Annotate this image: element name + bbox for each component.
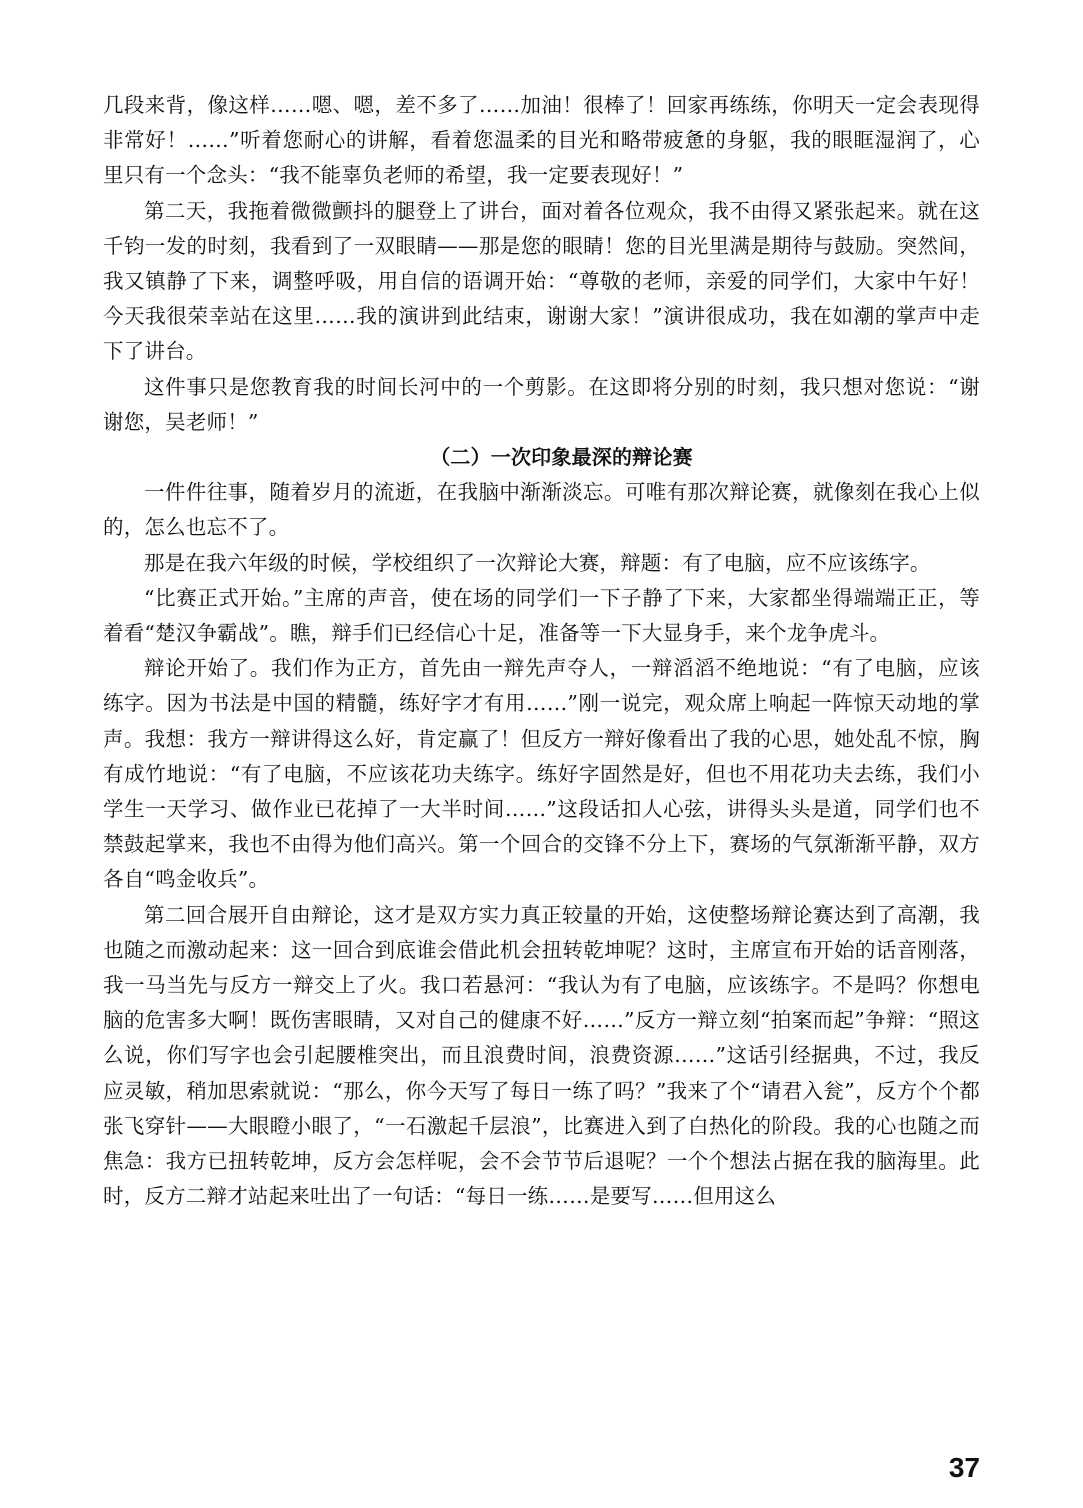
page-number: 37 xyxy=(948,1452,980,1483)
section-heading: （二）一次印象最深的辩论赛 xyxy=(430,445,693,470)
paragraph: “比赛正式开始。”主席的声音，使在场的同学们一下子静了下来，大家都坐得端端正正，等着看“楚汉争霸战”。瞧，辩手们已经信心十足，准备等一下大显身手，来个龙争虎斗。 xyxy=(103,585,980,646)
paragraph: 这件事只是您教育我的时间长河中的一个剪影。在这即将分别的时刻，我只想对您说：“谢谢您，吴老师！” xyxy=(103,374,980,434)
paragraph: 那是在我六年级的时候，学校组织了一次辩论大赛，辩题：有了电脑，应不应该练字。 xyxy=(144,550,931,575)
paragraph: 一件件往事，随着岁月的流逝，在我脑中渐渐淡忘。可唯有那次辩论赛，就像刻在我心上似的，怎么也忘不了。 xyxy=(103,480,980,540)
paragraph-continued: 几段来背，像这样……嗯、嗯，差不多了……加油！很棒了！回家再练练，你明天一定会表现得非常好！……”听着您耐心的讲解，看着您温柔的目光和略带疲惫的身躯，我的眼眶湿润了，心里只有一个念头：“我不能辜负老师的希望，我一定要表现好！” xyxy=(103,93,980,188)
document-body xyxy=(103,88,980,1215)
paragraph: 第二回合展开自由辩论，这才是双方实力真正较量的开始，这使整场辩论赛达到了高潮，我也随之而激动起来：这一回合到底谁会借此机会扭转乾坤呢？这时，主席宣布开始的话音刚落，我一马当先与反方一辩交上了火。我口若悬河：“我认为有了电脑，应该练字。不是吗？你想电脑的危害多大啊！既伤害眼睛，又对自己的健康不好……”反方一辩立刻“拍案而起”争辩：“照这么说，你们写字也会引起腰椎突出，而且浪费时间，浪费资源……”这话引经据典，不过，我反应灵敏，稍加思索就说：“那么，你今天写了每日一练了吗？”我来了个“请君入瓮”，反方个个都张飞穿针——大眼瞪小眼了，“一石激起千层浪”，比赛进入到了白热化的阶段。我的心也随之而焦急：我方已扭转乾坤，反方会怎样呢，会不会节节后退呢？一个个想法占据在我的脑海里。此时，反方二辩才站起来吐出了一句话：“每日一练……是要写……但用这么 xyxy=(103,902,980,1209)
paragraph: 辩论开始了。我们作为正方，首先由一辩先声夺人，一辩滔滔不绝地说：“有了电脑，应该练字。因为书法是中国的精髓，练好字才有用……”刚一说完，观众席上响起一阵惊天动地的掌声。我想：我方一辩讲得这么好，肯定赢了！但反方一辩好像看出了我的心思，她处乱不惊，胸有成竹地说：“有了电脑，不应该花功夫练字。练好字固然是好，但也不用花功夫去练，我们小学生一天学习、做作业已花掉了一大半时间……”这段话扣人心弦，讲得头头是道，同学们也不禁鼓起掌来，我也不由得为他们高兴。第一个回合的交锋不分上下，赛场的气氛渐渐平静，双方各自“鸣金收兵”。 xyxy=(103,656,980,892)
paragraph: 第二天，我拖着微微颤抖的腿登上了讲台，面对着各位观众，我不由得又紧张起来。就在这千钧一发的时刻，我看到了一双眼睛——那是您的眼睛！您的目光里满是期待与鼓励。突然间，我又镇静了下来，调整呼吸，用自信的语调开始：“尊敬的老师，亲爱的同学们，大家中午好！今天我很荣幸站在这里……我的演讲到此结束，谢谢大家！”演讲很成功，我在如潮的掌声中走下了讲台。 xyxy=(103,198,980,364)
